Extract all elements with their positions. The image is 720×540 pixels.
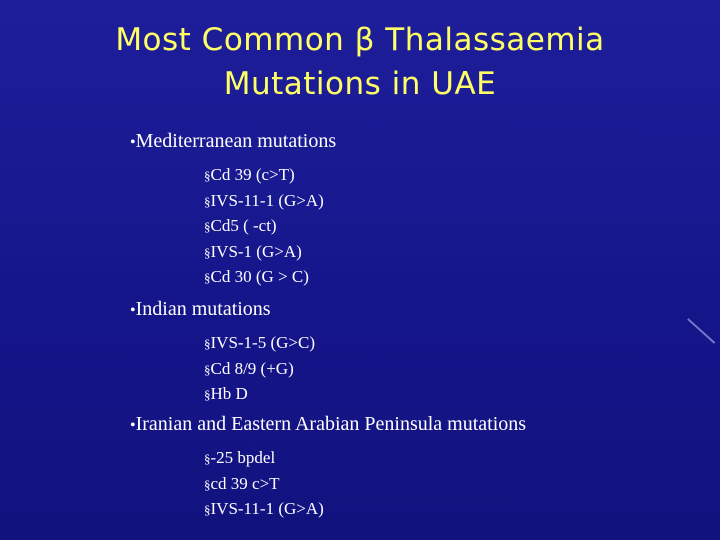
list-item-text: cd 39 c>T [210, 473, 280, 493]
section-mark-icon: § [204, 451, 211, 466]
section-heading-text: Indian mutations [135, 298, 271, 320]
mutation-list [130, 163, 336, 291]
list-item-text: Cd 30 (G > C) [210, 267, 309, 286]
section-mark-icon: § [204, 476, 211, 492]
list-item [204, 214, 336, 240]
section-mark-icon: § [204, 219, 211, 234]
list-item-text: IVS-11-1 (G>A) [210, 499, 324, 518]
section-mark-icon: § [204, 387, 211, 402]
list-item [204, 472, 526, 498]
section-iranian-arabian [130, 412, 526, 523]
list-item-text: IVS-1-5 (G>C) [210, 333, 315, 352]
decorative-line [687, 318, 715, 343]
mutation-list [130, 446, 526, 523]
section-heading-text: Mediterranean mutations [135, 130, 337, 152]
section-mark-icon: § [204, 336, 211, 351]
mutation-list [130, 331, 315, 408]
bullet-icon: • [130, 417, 136, 434]
list-item [204, 331, 315, 357]
section-mark-icon: § [204, 244, 211, 260]
title-line-2: Mutations in UAE [223, 66, 497, 102]
section-indian [130, 297, 315, 408]
title-line-1: Most Common β Thalassaemia [115, 22, 605, 58]
section-mediterranean [130, 129, 336, 291]
section-heading [130, 297, 315, 323]
list-item-text: -25 bpdel [210, 448, 276, 467]
list-item [204, 240, 336, 266]
list-item [204, 357, 315, 383]
section-heading-text: Iranian and Eastern Arabian Peninsula mutations [135, 413, 527, 435]
section-heading [130, 412, 526, 438]
list-item [204, 265, 336, 291]
list-item-text: IVS-11-1 (G>A) [210, 190, 324, 210]
list-item [204, 189, 336, 215]
section-mark-icon: § [204, 193, 211, 209]
section-mark-icon: § [204, 168, 211, 183]
list-item-text: Cd5 ( -ct) [210, 216, 277, 235]
bullet-icon: • [130, 134, 136, 151]
list-item-text: IVS-1 (G>A) [210, 241, 302, 261]
list-item [204, 446, 526, 472]
list-item [204, 163, 336, 189]
list-item-text: Cd 39 (c>T) [210, 165, 295, 184]
section-mark-icon: § [204, 502, 211, 517]
list-item-text: Hb D [210, 384, 248, 403]
section-mark-icon: § [204, 361, 211, 377]
bullet-icon: • [130, 302, 136, 319]
slide-title [0, 18, 720, 106]
list-item-text: Cd 8/9 (+G) [210, 358, 294, 378]
list-item [204, 382, 315, 408]
list-item [204, 497, 526, 523]
section-mark-icon: § [204, 270, 211, 285]
section-heading [130, 129, 336, 155]
